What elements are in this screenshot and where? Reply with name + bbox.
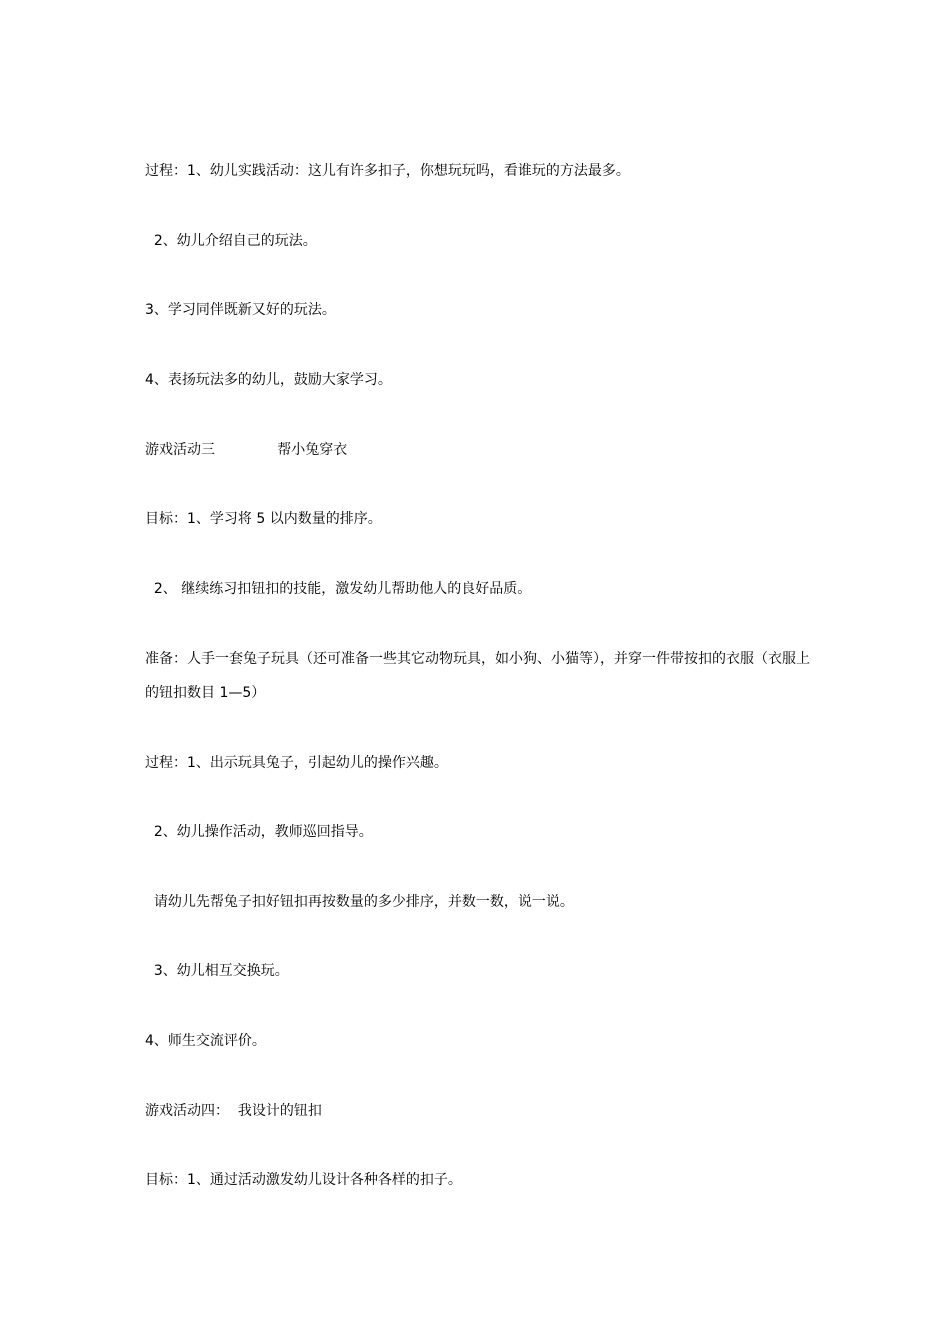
process-b-step-1: 过程：1、出示玩具兔子，引起幼儿的操作兴趣。 <box>145 755 448 771</box>
process-b-step-2: 2、幼儿操作活动，教师巡回指导。 <box>145 824 373 840</box>
process-b-step-4: 4、师生交流评价。 <box>145 1033 266 1049</box>
process-b-step-3: 3、幼儿相互交换玩。 <box>145 963 289 979</box>
process-step-2: 2、幼儿介绍自己的玩法。 <box>145 233 317 249</box>
process-step-4: 4、表扬玩法多的幼儿，鼓励大家学习。 <box>145 372 392 388</box>
goal-1: 目标：1、学习将 5 以内数量的排序。 <box>145 511 382 527</box>
activity-four-heading: 游戏活动四： 我设计的钮扣 <box>145 1103 322 1119</box>
process-step-1: 过程：1、幼儿实践活动：这儿有许多扣子，你想玩玩吗，看谁玩的方法最多。 <box>145 163 630 179</box>
process-step-3: 3、学习同伴既新又好的玩法。 <box>145 302 336 318</box>
goal-2: 2、 继续练习扣钮扣的技能，激发幼儿帮助他人的良好品质。 <box>145 581 532 597</box>
preparation-paragraph: 准备：人手一套兔子玩具（还可准备一些其它动物玩具，如小狗、小猫等），并穿一件带按扣的衣服（衣服上的钮扣数目 1—5） <box>145 651 810 701</box>
process-b-instruction: 请幼儿先帮兔子扣好钮扣再按数量的多少排序，并数一数，说一说。 <box>145 894 574 910</box>
activity-four-goal-1: 目标：1、通过活动激发幼儿设计各种各样的扣子。 <box>145 1172 462 1188</box>
activity-three-heading: 游戏活动三 帮小兔穿衣 <box>145 442 348 458</box>
